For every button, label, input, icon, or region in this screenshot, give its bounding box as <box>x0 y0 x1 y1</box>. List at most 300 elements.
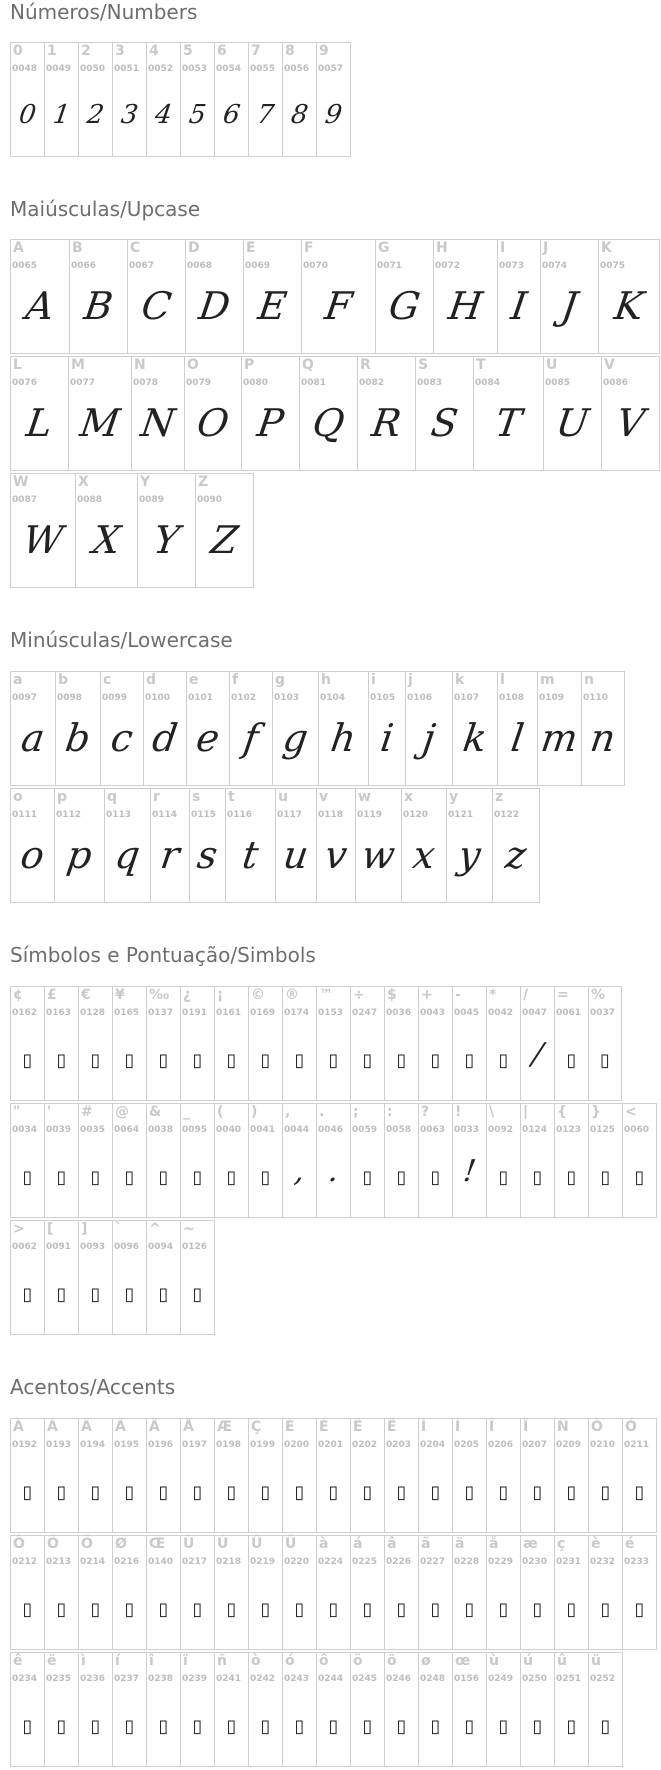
glyph-character-label: Ê <box>353 1419 363 1435</box>
glyph-sample: ▯ <box>192 1167 203 1188</box>
glyph-character-label: . <box>319 1104 325 1120</box>
glyph-code-label: 0035 <box>80 1125 106 1135</box>
glyph-character-label: w <box>358 789 371 805</box>
glyph-code-label: 0105 <box>370 693 396 703</box>
glyph-code-label: 0053 <box>182 64 208 74</box>
glyph-cell <box>146 1535 181 1650</box>
glyph-code-label: 0229 <box>488 1557 514 1567</box>
glyph-cell <box>520 986 555 1101</box>
glyph-sample: X <box>89 518 124 562</box>
glyph-code-label: 0050 <box>80 64 106 74</box>
glyph-code-label: 0091 <box>46 1242 72 1252</box>
glyph-code-label: 0234 <box>12 1674 38 1684</box>
glyph-sample: 9 <box>323 100 344 130</box>
glyph-sample: ▯ <box>566 1599 577 1620</box>
glyph-cell <box>497 671 538 786</box>
glyph-code-label: 0213 <box>46 1557 72 1567</box>
glyph-sample: 2 <box>85 100 106 130</box>
glyph-sample: 0 <box>17 100 38 130</box>
glyph-sample: Q <box>309 401 348 445</box>
glyph-code-label: 0109 <box>539 693 565 703</box>
glyph-sample: w <box>359 833 398 877</box>
glyph-character-label: ¡ <box>217 987 224 1003</box>
glyph-character-label: } <box>591 1104 601 1120</box>
glyph-character-label: # <box>81 1104 93 1120</box>
glyph-cell <box>316 1103 351 1218</box>
glyph-sample: k <box>460 716 490 760</box>
glyph-code-label: 0174 <box>284 1008 310 1018</box>
glyph-character-label: Ö <box>81 1536 93 1552</box>
glyph-cell <box>10 788 55 903</box>
glyph-code-label: 0206 <box>488 1440 514 1450</box>
glyph-character-label: œ <box>455 1653 471 1669</box>
glyph-sample: P <box>254 401 287 445</box>
glyph-sample: ▯ <box>566 1167 577 1188</box>
glyph-character-label: Ò <box>591 1419 603 1435</box>
glyph-sample: O <box>194 401 232 445</box>
glyph-cell <box>186 671 230 786</box>
glyph-sample: B <box>81 284 116 328</box>
glyph-sample: ▯ <box>56 1284 67 1305</box>
glyph-code-label: 0092 <box>488 1125 514 1135</box>
glyph-sample: ▯ <box>158 1050 169 1071</box>
glyph-code-label: 0211 <box>624 1440 650 1450</box>
glyph-code-label: 0064 <box>114 1125 140 1135</box>
glyph-cell <box>282 1652 317 1767</box>
glyph-cell <box>401 788 447 903</box>
glyph-code-label: 0198 <box>216 1440 242 1450</box>
glyph-cell <box>143 671 187 786</box>
glyph-sample: ▯ <box>260 1050 271 1071</box>
glyph-sample: 3 <box>119 100 140 130</box>
glyph-sample: ▯ <box>192 1599 203 1620</box>
glyph-cell <box>275 788 317 903</box>
glyph-cell <box>146 986 181 1101</box>
glyph-cell <box>78 1220 113 1335</box>
glyph-cell <box>554 1535 589 1650</box>
glyph-cell <box>282 1418 317 1533</box>
glyph-sample: ▯ <box>328 1050 339 1071</box>
glyph-code-label: 0217 <box>182 1557 208 1567</box>
glyph-code-label: 0073 <box>499 261 525 271</box>
glyph-code-label: 0057 <box>318 64 344 74</box>
glyph-sample: 6 <box>221 100 242 130</box>
glyph-sample: ▯ <box>328 1482 339 1503</box>
glyph-sample: ▯ <box>634 1482 645 1503</box>
glyph-cell <box>146 1418 181 1533</box>
glyph-cell <box>520 1103 555 1218</box>
glyph-code-label: 0106 <box>407 693 433 703</box>
glyph-cell <box>316 1418 351 1533</box>
glyph-code-label: 0236 <box>80 1674 106 1684</box>
glyph-sample: ▯ <box>430 1050 441 1071</box>
glyph-character-label: y <box>449 789 459 805</box>
glyph-code-label: 0196 <box>148 1440 174 1450</box>
glyph-sample: ▯ <box>124 1599 135 1620</box>
glyph-code-label: 0237 <box>114 1674 140 1684</box>
glyph-code-label: 0085 <box>545 378 571 388</box>
glyph-sample: ▯ <box>158 1716 169 1737</box>
glyph-cell <box>185 239 244 354</box>
glyph-code-label: 0104 <box>320 693 346 703</box>
glyph-character-label: O <box>187 357 199 373</box>
glyph-character-label: W <box>13 474 29 490</box>
glyph-cell <box>446 788 493 903</box>
glyph-sample: ▯ <box>294 1050 305 1071</box>
glyph-sample: ▯ <box>464 1482 475 1503</box>
glyph-sample: ▯ <box>396 1716 407 1737</box>
glyph-sample: a <box>18 716 48 760</box>
glyph-code-label: 0218 <box>216 1557 242 1567</box>
glyph-cell <box>78 1652 113 1767</box>
glyph-sample: ▯ <box>362 1599 373 1620</box>
glyph-cell <box>601 356 660 471</box>
glyph-code-label: 0169 <box>250 1008 276 1018</box>
glyph-code-label: 0195 <box>114 1440 140 1450</box>
glyph-character-label: d <box>146 672 157 688</box>
glyph-sample: ▯ <box>600 1167 611 1188</box>
glyph-sample: m <box>538 716 581 760</box>
glyph-character-label: E <box>246 240 256 256</box>
glyph-cell <box>214 42 249 157</box>
glyph-code-label: 0239 <box>182 1674 208 1684</box>
glyph-row-symbols <box>10 986 622 1101</box>
glyph-sample: z <box>502 833 530 877</box>
glyph-code-label: 0203 <box>386 1440 412 1450</box>
glyph-code-label: 0061 <box>556 1008 582 1018</box>
glyph-code-label: 0210 <box>590 1440 616 1450</box>
glyph-code-label: 0081 <box>301 378 327 388</box>
glyph-cell <box>10 1535 45 1650</box>
glyph-character-label: ø <box>421 1653 431 1669</box>
glyph-cell <box>44 42 79 157</box>
glyph-sample: ▯ <box>362 1050 373 1071</box>
glyph-sample: l <box>508 716 527 760</box>
glyph-sample: J <box>558 284 581 328</box>
glyph-sample: I <box>508 284 530 328</box>
glyph-character-label: É <box>319 1419 329 1435</box>
glyph-sample: H <box>445 284 486 328</box>
glyph-character-label: J <box>543 240 549 256</box>
glyph-character-label: ¿ <box>183 987 192 1003</box>
glyph-code-label: 0087 <box>12 495 38 505</box>
glyph-character-label: R <box>360 357 371 373</box>
glyph-cell <box>10 986 45 1101</box>
glyph-character-label: t <box>228 789 235 805</box>
glyph-sample: 1 <box>51 100 72 130</box>
glyph-code-label: 0054 <box>216 64 242 74</box>
glyph-cell <box>486 986 521 1101</box>
glyph-cell <box>112 1418 147 1533</box>
glyph-character-label: e <box>189 672 199 688</box>
glyph-cell <box>214 1535 249 1650</box>
glyph-character-label: X <box>78 474 89 490</box>
glyph-character-label: Ü <box>285 1536 297 1552</box>
glyph-code-label: 0097 <box>12 693 38 703</box>
glyph-cell <box>418 1103 453 1218</box>
glyph-sample: 8 <box>289 100 310 130</box>
glyph-cell <box>195 473 254 588</box>
glyph-cell <box>350 986 385 1101</box>
glyph-code-label: 0102 <box>231 693 257 703</box>
glyph-character-label: ñ <box>217 1653 227 1669</box>
glyph-sample: Z <box>208 518 241 562</box>
glyph-sample: ▯ <box>260 1482 271 1503</box>
glyph-character-label: Ñ <box>557 1419 569 1435</box>
glyph-character-label: 4 <box>149 43 159 59</box>
glyph-sample: C <box>138 284 175 328</box>
glyph-cell <box>214 1652 249 1767</box>
glyph-character-label: 8 <box>285 43 295 59</box>
glyph-cell <box>112 1535 147 1650</box>
glyph-sample: r <box>157 833 183 877</box>
glyph-sample: ▯ <box>430 1482 441 1503</box>
glyph-character-label: 6 <box>217 43 227 59</box>
glyph-sample: V <box>613 401 648 445</box>
glyph-code-label: 0046 <box>318 1125 344 1135</box>
glyph-sample: o <box>17 833 48 877</box>
glyph-sample: R <box>369 401 404 445</box>
glyph-code-label: 0114 <box>152 810 178 820</box>
glyph-sample: ▯ <box>566 1482 577 1503</box>
glyph-sample: 7 <box>255 100 276 130</box>
glyph-character-label: ¢ <box>13 987 23 1003</box>
glyph-code-label: 0162 <box>12 1008 38 1018</box>
glyph-code-label: 0051 <box>114 64 140 74</box>
glyph-sample: ▯ <box>192 1716 203 1737</box>
glyph-cell <box>54 788 105 903</box>
glyph-cell <box>146 42 181 157</box>
glyph-character-label: ‰ <box>149 987 170 1003</box>
glyph-character-label: U <box>546 357 558 373</box>
glyph-sample: ▯ <box>464 1050 475 1071</box>
glyph-code-label: 0045 <box>454 1008 480 1018</box>
glyph-character-label: û <box>557 1653 567 1669</box>
glyph-character-label: a <box>13 672 23 688</box>
glyph-code-label: 0191 <box>182 1008 208 1018</box>
glyph-sample: ▯ <box>22 1167 33 1188</box>
glyph-cell <box>248 1103 283 1218</box>
glyph-sample: S <box>428 401 461 445</box>
glyph-sample: p <box>64 833 95 877</box>
glyph-sample: ▯ <box>634 1167 645 1188</box>
glyph-cell <box>112 1103 147 1218</box>
glyph-character-label: c <box>103 672 112 688</box>
glyph-sample: ▯ <box>362 1716 373 1737</box>
glyph-character-label: õ <box>353 1653 363 1669</box>
glyph-character-label: & <box>149 1104 162 1120</box>
glyph-code-label: 0165 <box>114 1008 140 1018</box>
glyph-cell <box>473 356 544 471</box>
glyph-character-label: ò <box>251 1653 261 1669</box>
glyph-cell <box>433 239 498 354</box>
glyph-code-label: 0036 <box>386 1008 412 1018</box>
glyph-cell <box>75 473 138 588</box>
glyph-code-label: 0197 <box>182 1440 208 1450</box>
glyph-character-label: 9 <box>319 43 329 59</box>
glyph-code-label: 0201 <box>318 1440 344 1450</box>
glyph-code-label: 0140 <box>148 1557 174 1567</box>
glyph-sample: ▯ <box>226 1482 237 1503</box>
glyph-code-label: 0220 <box>284 1557 310 1567</box>
glyph-code-label: 0193 <box>46 1440 72 1450</box>
glyph-code-label: 0037 <box>590 1008 616 1018</box>
glyph-sample: E <box>255 284 290 328</box>
glyph-character-label: ì <box>81 1653 86 1669</box>
glyph-code-label: 0069 <box>245 261 271 271</box>
glyph-code-label: 0216 <box>114 1557 140 1567</box>
glyph-sample: ! <box>461 1154 479 1189</box>
glyph-sample: x <box>410 833 438 877</box>
glyph-cell <box>68 356 132 471</box>
glyph-code-label: 0113 <box>106 810 132 820</box>
glyph-character-label: - <box>455 987 461 1003</box>
glyph-sample: , <box>292 1154 307 1189</box>
glyph-code-label: 0072 <box>435 261 461 271</box>
glyph-sample: ▯ <box>260 1167 271 1188</box>
glyph-character-label: N <box>134 357 146 373</box>
glyph-code-label: 0089 <box>139 495 165 505</box>
glyph-code-label: 0123 <box>556 1125 582 1135</box>
glyph-code-label: 0038 <box>148 1125 174 1135</box>
glyph-cell <box>537 671 582 786</box>
glyph-cell <box>104 788 151 903</box>
glyph-cell <box>127 239 186 354</box>
glyph-character-label: ™ <box>319 987 333 1003</box>
glyph-cell <box>588 1652 623 1767</box>
glyph-cell <box>44 1652 79 1767</box>
glyph-cell <box>184 356 242 471</box>
glyph-sample: L <box>23 401 56 445</box>
glyph-sample: ▯ <box>226 1599 237 1620</box>
glyph-character-label: î <box>149 1653 154 1669</box>
glyph-row-accents <box>10 1652 623 1767</box>
glyph-cell <box>355 788 402 903</box>
glyph-code-label: 0200 <box>284 1440 310 1450</box>
glyph-character-label: © <box>251 987 265 1003</box>
glyph-sample: ▯ <box>124 1716 135 1737</box>
glyph-code-label: 0048 <box>12 64 38 74</box>
glyph-character-label: á <box>353 1536 363 1552</box>
glyph-sample: ▯ <box>90 1482 101 1503</box>
glyph-code-label: 0095 <box>182 1125 208 1135</box>
glyph-code-label: 0071 <box>377 261 403 271</box>
glyph-code-label: 0153 <box>318 1008 344 1018</box>
glyph-cell <box>418 1652 453 1767</box>
glyph-sample: K <box>611 284 647 328</box>
glyph-code-label: 0235 <box>46 1674 72 1684</box>
glyph-code-label: 0244 <box>318 1674 344 1684</box>
glyph-character-label: x <box>404 789 414 805</box>
glyph-code-label: 0083 <box>417 378 443 388</box>
glyph-character-label: ó <box>285 1653 295 1669</box>
glyph-cell <box>520 1652 555 1767</box>
glyph-cell <box>350 1652 385 1767</box>
glyph-character-label: ú <box>523 1653 533 1669</box>
glyph-cell <box>452 1103 487 1218</box>
glyph-code-label: 0205 <box>454 1440 480 1450</box>
glyph-character-label: ¥ <box>115 987 125 1003</box>
glyph-code-label: 0088 <box>77 495 103 505</box>
glyph-cell <box>55 671 101 786</box>
glyph-character-label: ô <box>319 1653 329 1669</box>
glyph-code-label: 0041 <box>250 1125 276 1135</box>
glyph-cell <box>301 239 376 354</box>
glyph-code-label: 0124 <box>522 1125 548 1135</box>
glyph-code-label: 0120 <box>403 810 429 820</box>
glyph-character-label: ? <box>421 1104 430 1120</box>
glyph-code-label: 0111 <box>12 810 38 820</box>
glyph-cell <box>248 1418 283 1533</box>
glyph-cell <box>418 1535 453 1650</box>
glyph-cell <box>10 1220 45 1335</box>
glyph-cell <box>350 1418 385 1533</box>
glyph-cell <box>588 986 622 1101</box>
glyph-character-label: K <box>601 240 612 256</box>
glyph-character-label: + <box>421 987 433 1003</box>
glyph-character-label: Í <box>455 1419 461 1435</box>
glyph-row-symbols <box>10 1103 657 1218</box>
glyph-code-label: 0163 <box>46 1008 72 1018</box>
glyph-code-label: 0207 <box>522 1440 548 1450</box>
glyph-sample: ▯ <box>294 1716 305 1737</box>
glyph-code-label: 0227 <box>420 1557 446 1567</box>
glyph-code-label: 0121 <box>448 810 474 820</box>
section-title-upcase: Maiúsculas/Upcase <box>10 197 201 221</box>
glyph-code-label: 0033 <box>454 1125 480 1135</box>
glyph-code-label: 0251 <box>556 1674 582 1684</box>
glyph-code-label: 0078 <box>133 378 159 388</box>
glyph-code-label: 0110 <box>583 693 609 703</box>
glyph-sample: u <box>280 833 312 877</box>
glyph-code-label: 0242 <box>250 1674 276 1684</box>
glyph-code-label: 0249 <box>488 1674 514 1684</box>
glyph-code-label: 0099 <box>102 693 128 703</box>
glyph-character-label: 5 <box>183 43 193 59</box>
glyph-sample: ▯ <box>260 1599 271 1620</box>
glyph-cell <box>69 239 128 354</box>
glyph-character-label: \ <box>489 1104 495 1120</box>
glyph-sample: g <box>280 716 311 760</box>
glyph-sample: i <box>377 716 397 760</box>
glyph-sample: ▯ <box>498 1599 509 1620</box>
glyph-row-lowercase <box>10 671 625 786</box>
glyph-character-label: [ <box>47 1221 54 1237</box>
glyph-character-label: * <box>489 987 497 1003</box>
glyph-sample: ▯ <box>464 1599 475 1620</box>
glyph-code-label: 0107 <box>454 693 480 703</box>
glyph-code-label: 0047 <box>522 1008 548 1018</box>
glyph-code-label: 0098 <box>57 693 83 703</box>
glyph-sample: ▯ <box>498 1050 509 1071</box>
glyph-cell <box>44 986 79 1101</box>
glyph-character-label: ( <box>217 1104 224 1120</box>
glyph-code-label: 0137 <box>148 1008 174 1018</box>
glyph-cell <box>452 671 498 786</box>
glyph-cell <box>486 1103 521 1218</box>
glyph-cell <box>180 986 215 1101</box>
glyph-sample: ▯ <box>22 1050 33 1071</box>
glyph-sample: ▯ <box>430 1716 441 1737</box>
glyph-code-label: 0090 <box>197 495 223 505</box>
glyph-cell <box>581 671 625 786</box>
glyph-cell <box>146 1652 181 1767</box>
glyph-sample: ▯ <box>328 1716 339 1737</box>
glyph-character-label: ® <box>285 987 299 1003</box>
glyph-character-label: Î <box>489 1419 495 1435</box>
glyph-code-label: 0224 <box>318 1557 344 1567</box>
glyph-row-accents <box>10 1535 657 1650</box>
